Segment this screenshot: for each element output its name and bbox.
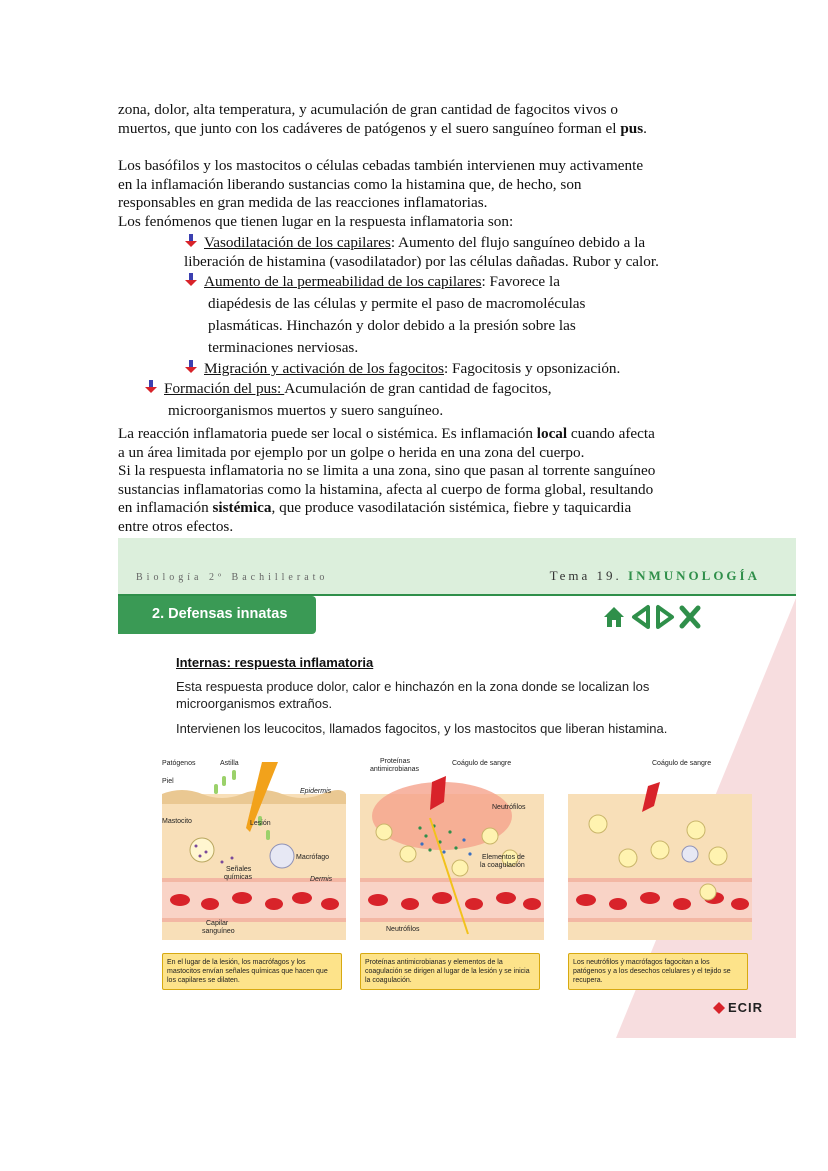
bold-sistemica: sistémica [212, 499, 272, 516]
bold-pus: pus [620, 119, 644, 137]
label-patogenos: Patógenos [162, 760, 196, 767]
slide-subheading: Internas: respuesta inflamatoria [176, 655, 374, 670]
paragraph-2-line-1: Los basófilos y los mastocitos o células cebadas también intervienen muy activamente [118, 157, 644, 174]
paragraph-3-line-1 [118, 425, 710, 444]
paragraph-2 [118, 157, 710, 231]
label-epidermis: Epidermis [300, 788, 332, 795]
paragraph-3-line-3: Si la respuesta inflamatoria no se limita a una zona, sino que pasan al torrente sanguíneo [118, 462, 656, 479]
bullet-text: plasmáticas. Hinchazón y dolor debido a la presión sobre las [208, 317, 576, 334]
bullet-3 [184, 358, 714, 380]
section-title: 2. Defensas innatas [152, 606, 288, 622]
bullet-2 [184, 271, 654, 359]
label-quimicas: químicas [224, 874, 253, 881]
text: La reacción inflamatoria puede ser local o sistémica. Es inflamación [118, 425, 537, 442]
text: en inflamación [118, 499, 213, 516]
bullet-title: Formación del pus: [164, 380, 285, 397]
course-label: Biología 2º Bachillerato [136, 572, 329, 583]
bullet-title: Vasodilatación de los capilares [204, 234, 391, 251]
label-coagulo: Coágulo de sangre [452, 760, 512, 767]
label-piel: Piel [162, 778, 174, 785]
label-mastocito: Mastocito [162, 818, 192, 825]
label-macrofago: Macrófago [296, 854, 330, 861]
bullet-title: Migración y activación de los fagocitos [204, 360, 444, 377]
previous-icon[interactable] [634, 607, 648, 627]
label-astilla: Astilla [220, 760, 239, 767]
panel-1-illustration [162, 758, 346, 940]
panel-2-caption: Proteínas antimicrobianas y elementos de la coagulación se dirigen al lugar de la lesión y se inicia la coagulación. [360, 953, 540, 990]
arrow-down-icon [184, 273, 198, 287]
paragraph-2-line-3: responsables en gran medida de las reacciones inflamatorias. [118, 194, 488, 211]
label-senales: Señales [226, 866, 252, 873]
paragraph-3-line-5 [118, 499, 710, 518]
bullet-4 [144, 378, 664, 422]
topic-name: INMUNOLOGÍA [628, 568, 760, 583]
bold-local: local [536, 425, 568, 442]
paragraph-2-line-2: en la inflamación liberando sustancias como la histamina que, de hecho, son [118, 175, 582, 193]
panel-3-illustration [568, 758, 752, 940]
slide-text-1 [176, 678, 722, 712]
close-icon[interactable] [682, 608, 698, 626]
section-bar [118, 596, 316, 634]
bullet-text: : Favorece la [481, 273, 560, 290]
label-neutrofilos-bottom: Neutrófilos [386, 926, 420, 933]
text: Esta respuesta produce dolor, calor e hinchazón en la zona donde se localizan los [176, 679, 650, 694]
arrow-down-icon [184, 360, 198, 374]
text: muertos, que junto con los cadáveres de patógenos y el suero sanguíneo forman el [118, 119, 621, 137]
bullet-text: liberación de histamina (vasodilatador) por las células dañadas. Rubor y calor. [184, 253, 659, 270]
logo-text: ECIR [728, 1000, 764, 1015]
slide-nav [602, 604, 722, 630]
paragraph-1-line-1: zona, dolor, alta temperatura, y acumulación de gran cantidad de fagocitos vivos o [118, 101, 618, 118]
bullet-text: microorganismos muertos y suero sanguíneo. [168, 402, 444, 419]
label-sanguineo: sanguíneo [202, 928, 235, 935]
text: microorganismos extraños. [176, 696, 333, 711]
paragraph-3-line-2: a un área limitada por ejemplo por un golpe o herida en una zona del cuerpo. [118, 443, 585, 461]
bullet-text: Acumulación de gran cantidad de fagocitos, [284, 380, 552, 397]
paragraph-3-line-6: entre otros efectos. [118, 517, 234, 535]
topic-label [550, 568, 760, 584]
text: , que produce vasodilatación sistémica, fiebre y taquicardia [271, 499, 632, 516]
paragraph-3 [118, 425, 710, 536]
text: . [643, 119, 647, 137]
bullet-1 [184, 232, 714, 273]
slide-image [118, 538, 796, 1048]
text: cuando afecta [567, 425, 655, 442]
label-capilar: Capilar [206, 920, 229, 927]
label-lesion: Lesión [250, 820, 271, 827]
label-proteinas: Proteínas [380, 758, 410, 765]
panel-2-illustration [360, 758, 544, 940]
paragraph-1-line-2 [118, 120, 710, 139]
label-neutrofilos: Neutrófilos [492, 804, 526, 811]
label-antimicrobianas: antimicrobianas [370, 766, 420, 773]
label-dermis: Dermis [310, 876, 333, 883]
bullet-text: terminaciones nerviosas. [208, 339, 359, 356]
home-icon[interactable] [604, 607, 624, 627]
bullet-text: : Aumento del flujo sanguíneo debido a la [390, 234, 646, 251]
bullet-text: : Fagocitosis y opsonización. [443, 360, 621, 377]
arrow-down-icon [144, 380, 158, 394]
panel-3-caption: Los neutrófilos y macrófagos fagocitan a los patógenos y a los desechos celulares y el tejido se recupera. [568, 953, 748, 990]
paragraph-3-line-4: sustancias inflamatorias como la histamina, afecta al cuerpo de forma global, resultando [118, 480, 654, 498]
paragraph-2-line-4: Los fenómenos que tienen lugar en la respuesta inflamatoria son: [118, 212, 514, 230]
label-coagulo: Coágulo de sangre [652, 760, 712, 767]
panel-1-caption: En el lugar de la lesión, los macrófagos y los mastocitos envían señales químicas que hacen que los capilares se dilaten. [162, 953, 342, 990]
label-elementos: Elementos de [482, 854, 525, 861]
label-coagulacion: la coagulación [480, 862, 525, 869]
paragraph-1 [118, 101, 710, 138]
ecir-logo [712, 1000, 772, 1020]
text: Tema 19. [549, 568, 629, 583]
arrow-down-icon [184, 234, 198, 248]
bullet-title: Aumento de la permeabilidad de los capilares [204, 273, 482, 290]
slide-header [118, 538, 796, 596]
bullet-text: diapédesis de las células y permite el paso de macromoléculas [208, 295, 586, 312]
next-icon[interactable] [658, 607, 672, 627]
slide-text-2: Intervienen los leucocitos, llamados fagocitos, y los mastocitos que liberan histamina. [176, 721, 668, 736]
